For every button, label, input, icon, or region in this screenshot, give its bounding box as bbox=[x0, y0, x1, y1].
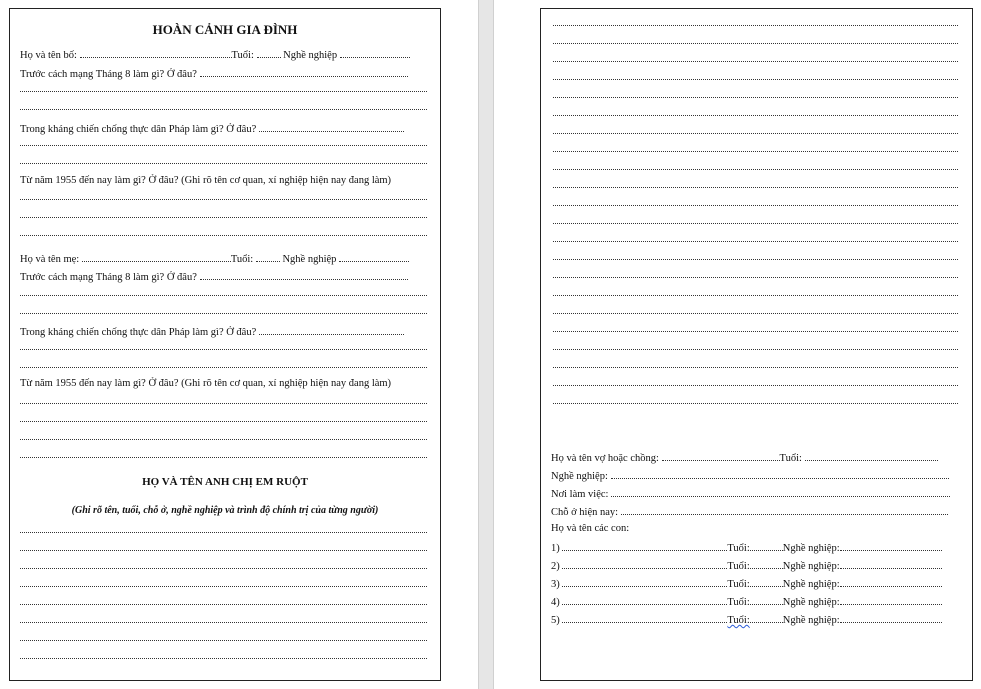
residence-row[interactable]: Chỗ ở hiện nay: bbox=[551, 505, 948, 519]
fill-line[interactable] bbox=[20, 550, 427, 551]
fill-line[interactable] bbox=[553, 403, 958, 404]
fill-line[interactable] bbox=[553, 367, 958, 368]
mother-before-revolution-row[interactable]: Trước cách mạng Tháng 8 làm gì? Ở đâu? bbox=[20, 270, 408, 284]
fill-line[interactable] bbox=[553, 313, 958, 314]
fill-line[interactable] bbox=[20, 532, 427, 533]
father-before-revolution-row[interactable]: Trước cách mạng Tháng 8 làm gì? Ở đâu? bbox=[20, 67, 408, 81]
child-row[interactable]: 2) Tuổi: Nghề nghiệp: bbox=[551, 559, 942, 573]
children-label: Họ và tên các con: bbox=[551, 523, 630, 534]
siblings-note: (Ghi rõ tên, tuổi, chỗ ở, nghề nghiệp và trình độ chính trị của từng người) bbox=[71, 505, 379, 516]
fill-line[interactable] bbox=[553, 349, 958, 350]
fill-line[interactable] bbox=[20, 622, 427, 623]
page-title: HOÀN CẢNH GIA ĐÌNH bbox=[152, 22, 298, 37]
fill-line[interactable] bbox=[20, 421, 427, 422]
fill-line[interactable] bbox=[20, 640, 427, 641]
child-row[interactable]: 3) Tuổi: Nghề nghiệp: bbox=[551, 577, 942, 591]
fill-line[interactable] bbox=[20, 586, 427, 587]
fill-line[interactable] bbox=[553, 385, 958, 386]
fill-line[interactable] bbox=[553, 61, 958, 62]
fill-line[interactable] bbox=[20, 349, 427, 350]
spouse-name-row[interactable]: Họ và tên vợ hoặc chồng: Tuổi: bbox=[551, 451, 938, 465]
father-name-row[interactable]: Họ và tên bố: Tuổi: Nghề nghiệp bbox=[20, 48, 410, 62]
fill-line[interactable] bbox=[553, 331, 958, 332]
fill-line[interactable] bbox=[20, 217, 427, 218]
fill-line[interactable] bbox=[20, 295, 427, 296]
fill-line[interactable] bbox=[20, 199, 427, 200]
fill-line[interactable] bbox=[553, 133, 958, 134]
fill-line[interactable] bbox=[20, 457, 427, 458]
fill-line[interactable] bbox=[553, 97, 958, 98]
fill-line[interactable] bbox=[20, 145, 427, 146]
child-row[interactable]: 1) Tuổi: Nghề nghiệp: bbox=[551, 541, 942, 555]
document-page-2 bbox=[540, 8, 973, 681]
fill-line[interactable] bbox=[553, 277, 958, 278]
father-resistance-row[interactable]: Trong kháng chiến chống thực dân Pháp làm gì? Ở đâu? bbox=[20, 122, 404, 136]
fill-line[interactable] bbox=[20, 604, 427, 605]
fill-line[interactable] bbox=[20, 313, 427, 314]
child-row[interactable]: 4) Tuổi: Nghề nghiệp: bbox=[551, 595, 942, 609]
fill-line[interactable] bbox=[553, 259, 958, 260]
fill-line[interactable] bbox=[20, 91, 427, 92]
child-row[interactable]: 5) Tuổi: Nghề nghiệp: bbox=[551, 613, 942, 627]
fill-line[interactable] bbox=[553, 79, 958, 80]
mother-since-1955-row: Từ năm 1955 đến nay làm gì? Ở đâu? (Ghi rõ tên cơ quan, xí nghiệp hiện nay đang làm) bbox=[20, 378, 392, 389]
page-gutter bbox=[478, 0, 494, 689]
fill-line[interactable] bbox=[553, 223, 958, 224]
fill-line[interactable] bbox=[20, 163, 427, 164]
fill-line[interactable] bbox=[553, 169, 958, 170]
siblings-title: HỌ VÀ TÊN ANH CHỊ EM RUỘT bbox=[142, 476, 308, 488]
workplace-row[interactable]: Nơi làm việc: bbox=[551, 487, 950, 501]
fill-line[interactable] bbox=[20, 109, 427, 110]
fill-line[interactable] bbox=[20, 568, 427, 569]
fill-line[interactable] bbox=[20, 658, 427, 659]
fill-line[interactable] bbox=[553, 115, 958, 116]
mother-name-row[interactable]: Họ và tên mẹ: Tuổi: Nghề nghiệp bbox=[20, 252, 409, 266]
mother-resistance-row[interactable]: Trong kháng chiến chống thực dân Pháp làm gì? Ở đâu? bbox=[20, 325, 404, 339]
fill-line[interactable] bbox=[20, 403, 427, 404]
fill-line[interactable] bbox=[553, 25, 958, 26]
father-since-1955-row: Từ năm 1955 đến nay làm gì? Ở đâu? (Ghi rõ tên cơ quan, xí nghiệp hiện nay đang làm) bbox=[20, 175, 392, 186]
document-page-1 bbox=[9, 8, 441, 681]
fill-line[interactable] bbox=[20, 439, 427, 440]
fill-line[interactable] bbox=[553, 151, 958, 152]
fill-line[interactable] bbox=[20, 367, 427, 368]
fill-line[interactable] bbox=[20, 235, 427, 236]
fill-line[interactable] bbox=[553, 241, 958, 242]
fill-line[interactable] bbox=[553, 187, 958, 188]
occupation-row[interactable]: Nghề nghiệp: bbox=[551, 469, 949, 483]
fill-line[interactable] bbox=[553, 43, 958, 44]
fill-line[interactable] bbox=[553, 295, 958, 296]
fill-line[interactable] bbox=[553, 205, 958, 206]
